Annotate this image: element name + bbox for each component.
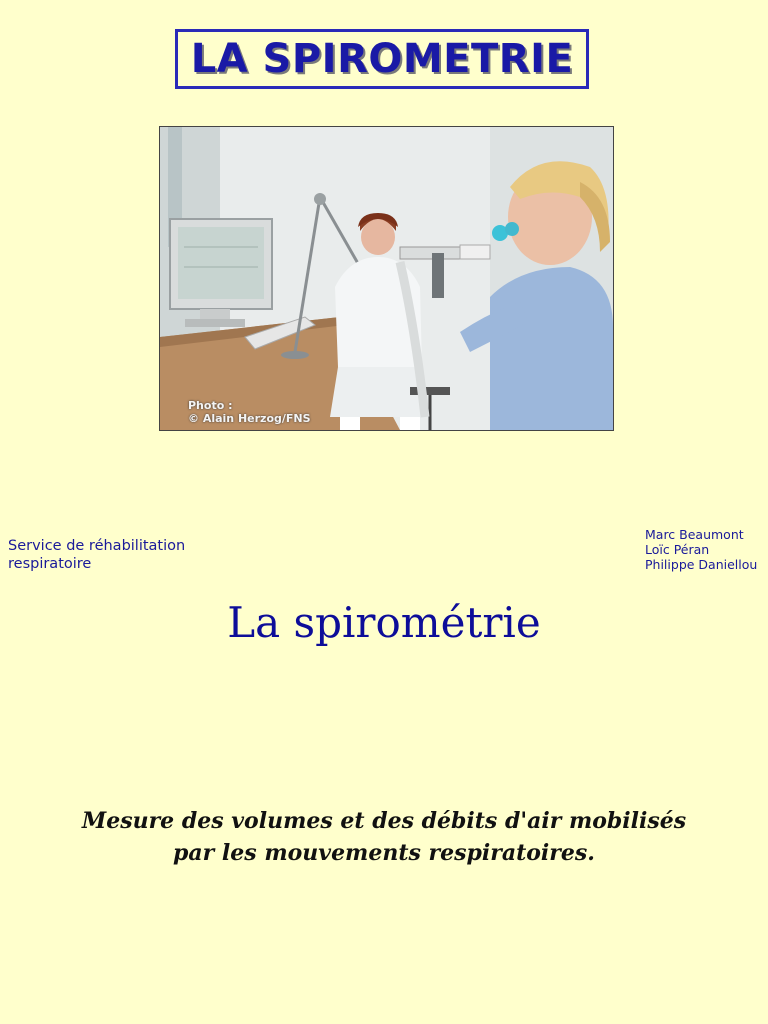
authors-list: [645, 527, 757, 572]
author-name: Loïc Péran: [645, 542, 710, 557]
photo-credit-label: Photo :: [188, 399, 233, 412]
author-name: Philippe Daniellou: [645, 557, 758, 572]
description: Mesure des volumes et des débits d'air mobilisés par les mouvements respiratoires.: [81, 808, 687, 866]
subtitle: La spirométrie: [227, 598, 541, 647]
author-name: Marc Beaumont: [645, 527, 744, 542]
service-name: [8, 537, 185, 573]
photo-credit: [188, 399, 311, 425]
photo-illustration: [160, 127, 613, 430]
page-title: LA SPIROMETRIE: [190, 36, 574, 82]
title-box: [175, 29, 589, 89]
photo-credit-author: © Alain Herzog/FNS: [188, 412, 311, 425]
service-line-2: respiratoire: [8, 556, 92, 572]
service-line-1: Service de réhabilitation: [8, 538, 186, 554]
spirometry-photo: [159, 126, 614, 431]
